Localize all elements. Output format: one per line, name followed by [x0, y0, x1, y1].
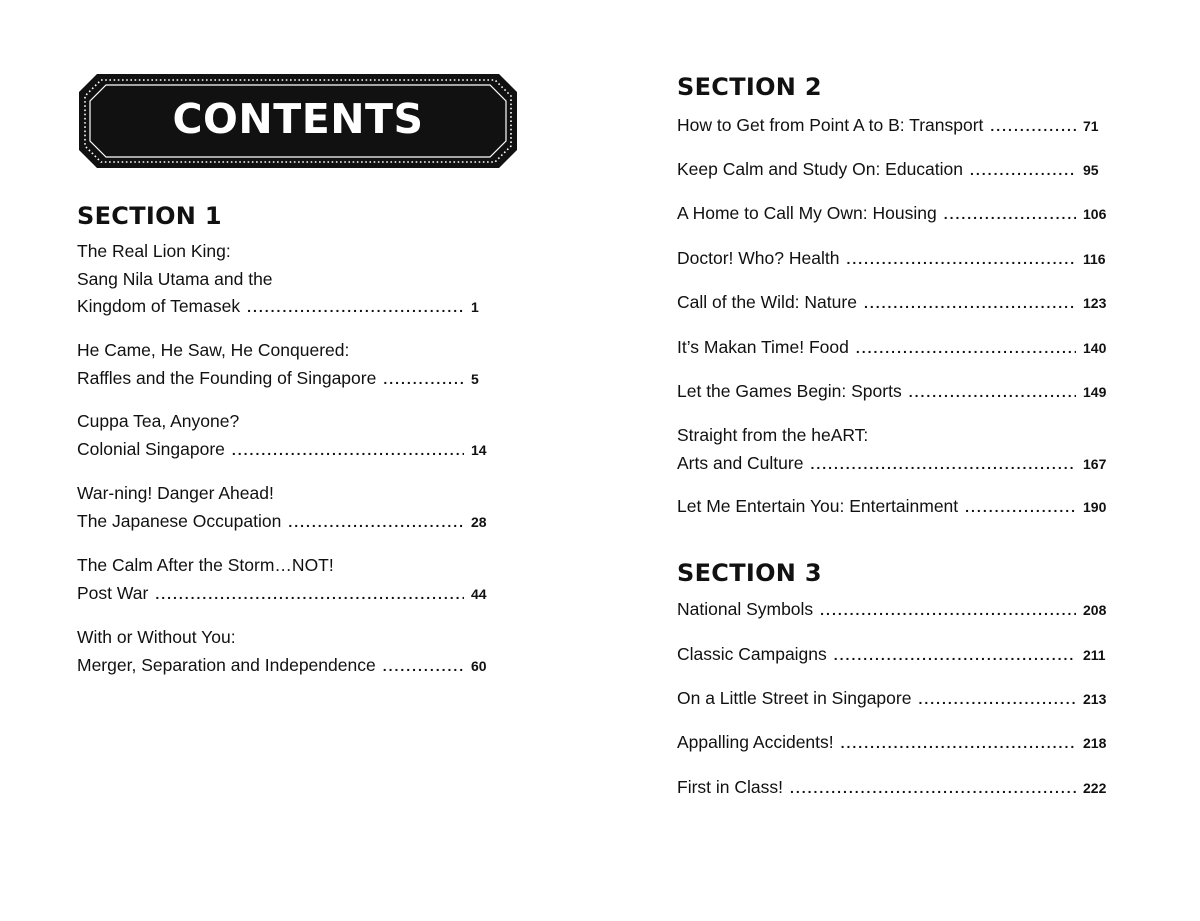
toc-entry-title-line: Cuppa Tea, Anyone?	[77, 411, 240, 431]
toc-entry-title-line: With or Without You:	[77, 627, 236, 647]
toc-entry-title: Merger, Separation and Independence	[77, 654, 376, 675]
dot-leader	[232, 437, 464, 465]
dot-leader	[990, 113, 1076, 141]
toc-page-number: 218	[1083, 735, 1107, 751]
toc-entry-final-line	[677, 334, 1115, 363]
toc-page-number: 71	[1083, 118, 1099, 134]
dot-leader	[864, 290, 1076, 318]
toc-entry[interactable]	[677, 685, 1115, 714]
toc-entry-title: A Home to Call My Own: Housing	[677, 203, 937, 223]
toc-page-number: 95	[1083, 162, 1099, 178]
section-2-heading: SECTION 2	[677, 73, 822, 101]
toc-page-number: 167	[1083, 455, 1107, 472]
toc-page-number: 60	[471, 657, 487, 674]
toc-entry-final-line	[677, 596, 1115, 625]
toc-entry[interactable]	[677, 245, 1115, 274]
toc-entry-title: Classic Campaigns	[677, 644, 827, 664]
dot-leader	[383, 366, 464, 394]
dot-leader	[970, 157, 1076, 185]
contents-banner	[79, 74, 517, 168]
toc-entry[interactable]	[677, 641, 1115, 670]
toc-entry-final-line	[677, 774, 1115, 803]
toc-entry[interactable]	[677, 378, 1115, 407]
dot-leader	[965, 494, 1076, 522]
toc-entry-final-line	[77, 652, 503, 681]
dot-leader	[909, 379, 1076, 407]
dot-leader	[383, 653, 464, 681]
toc-page-number: 116	[1083, 251, 1106, 267]
toc-entry-final-line	[677, 200, 1115, 229]
dot-leader	[944, 201, 1076, 229]
toc-entry-final-line	[677, 289, 1115, 318]
toc-entry[interactable]	[677, 493, 1115, 522]
toc-entry-title: On a Little Street in Singapore	[677, 688, 912, 708]
toc-entry-final-line	[77, 436, 503, 465]
toc-page-number: 140	[1083, 340, 1107, 356]
toc-page-number: 14	[471, 441, 487, 458]
toc-entry-title: Colonial Singapore	[77, 438, 225, 459]
toc-page-number: 208	[1083, 602, 1107, 618]
dot-leader	[155, 581, 464, 609]
toc-entry-title: Let Me Entertain You: Entertainment	[677, 496, 959, 516]
dot-leader	[288, 509, 464, 537]
toc-entry-final-line	[677, 450, 1115, 479]
toc-page-number: 211	[1083, 647, 1106, 663]
dot-leader	[810, 451, 1076, 479]
toc-page-number: 1	[471, 299, 479, 315]
toc-entry-final-line	[677, 245, 1115, 274]
toc-entry[interactable]	[677, 596, 1115, 625]
dot-leader	[841, 730, 1076, 758]
dot-leader	[918, 686, 1076, 714]
toc-page-number: 222	[1083, 780, 1107, 796]
toc-entry-title-line: The Calm After the Storm…NOT!	[77, 555, 334, 575]
section-3-heading: SECTION 3	[677, 559, 822, 587]
toc-entry-final-line	[77, 508, 503, 537]
toc-entry-title: National Symbols	[677, 599, 814, 619]
toc-page-number: 149	[1083, 384, 1107, 400]
toc-entry-title: Raffles and the Founding of Singapore	[77, 367, 377, 388]
toc-entry[interactable]	[677, 334, 1115, 363]
toc-entry-final-line	[677, 641, 1115, 670]
toc-entry-title: Let the Games Begin: Sports	[677, 381, 902, 401]
toc-entry-title: Arts and Culture	[677, 452, 804, 473]
toc-entry-title-line: Straight from the heART:	[677, 425, 869, 445]
toc-entry[interactable]	[677, 112, 1115, 141]
toc-entry-final-line	[677, 378, 1115, 407]
dot-leader	[856, 335, 1076, 363]
toc-entry[interactable]	[677, 289, 1115, 318]
toc-page-number: 106	[1083, 206, 1107, 222]
toc-entry[interactable]	[677, 774, 1115, 803]
toc-entry-final-line	[677, 112, 1115, 141]
dot-leader	[790, 775, 1076, 803]
toc-entry-title: Kingdom of Temasek	[77, 296, 241, 316]
toc-entry-title-line: The Real Lion King:	[77, 241, 231, 261]
toc-page-number: 190	[1083, 499, 1107, 515]
toc-entry-final-line	[677, 156, 1115, 185]
dot-leader	[834, 642, 1076, 670]
toc-entry[interactable]	[77, 552, 503, 608]
toc-entry[interactable]	[677, 200, 1115, 229]
toc-entry-title: Keep Calm and Study On: Education	[677, 159, 964, 179]
toc-entry-title: First in Class!	[677, 777, 783, 797]
toc-entry-title-line: He Came, He Saw, He Conquered:	[77, 340, 350, 360]
toc-entry-final-line	[677, 493, 1115, 522]
toc-entry[interactable]	[677, 422, 1115, 478]
toc-entry-final-line	[77, 293, 503, 322]
toc-entry[interactable]	[77, 624, 503, 680]
toc-entry[interactable]	[677, 156, 1115, 185]
toc-entry[interactable]	[77, 408, 503, 464]
toc-entry-final-line	[677, 729, 1115, 758]
toc-entry-title: The Japanese Occupation	[77, 510, 282, 531]
toc-entry-title: It’s Makan Time! Food	[677, 337, 849, 357]
dot-leader	[820, 597, 1076, 625]
toc-entry[interactable]	[677, 729, 1115, 758]
toc-page-number: 5	[471, 370, 479, 387]
toc-page-number: 28	[471, 513, 487, 530]
contents-title: CONTENTS	[172, 95, 424, 143]
dot-leader	[247, 294, 464, 322]
toc-entry-title: Appalling Accidents!	[677, 732, 834, 752]
toc-entry-title: Doctor! Who? Health	[677, 248, 840, 268]
toc-entry[interactable]	[77, 337, 503, 393]
toc-page-number: 44	[471, 585, 487, 602]
toc-page-number: 123	[1083, 295, 1107, 311]
toc-entry-title: Call of the Wild: Nature	[677, 292, 857, 312]
toc-entry-title-line: War-ning! Danger Ahead!	[77, 483, 274, 503]
toc-entry-final-line	[77, 365, 503, 394]
section-1-heading: SECTION 1	[77, 202, 222, 230]
toc-entry[interactable]	[77, 238, 503, 322]
toc-entry-title: How to Get from Point A to B: Transport	[677, 115, 984, 135]
toc-entry-final-line	[77, 580, 503, 609]
toc-entry-title-line: Sang Nila Utama and the	[77, 268, 273, 289]
toc-entry-final-line	[677, 685, 1115, 714]
toc-page-number: 213	[1083, 691, 1107, 707]
toc-entry-title: Post War	[77, 582, 149, 603]
toc-entry[interactable]	[77, 480, 503, 536]
dot-leader	[846, 246, 1076, 274]
